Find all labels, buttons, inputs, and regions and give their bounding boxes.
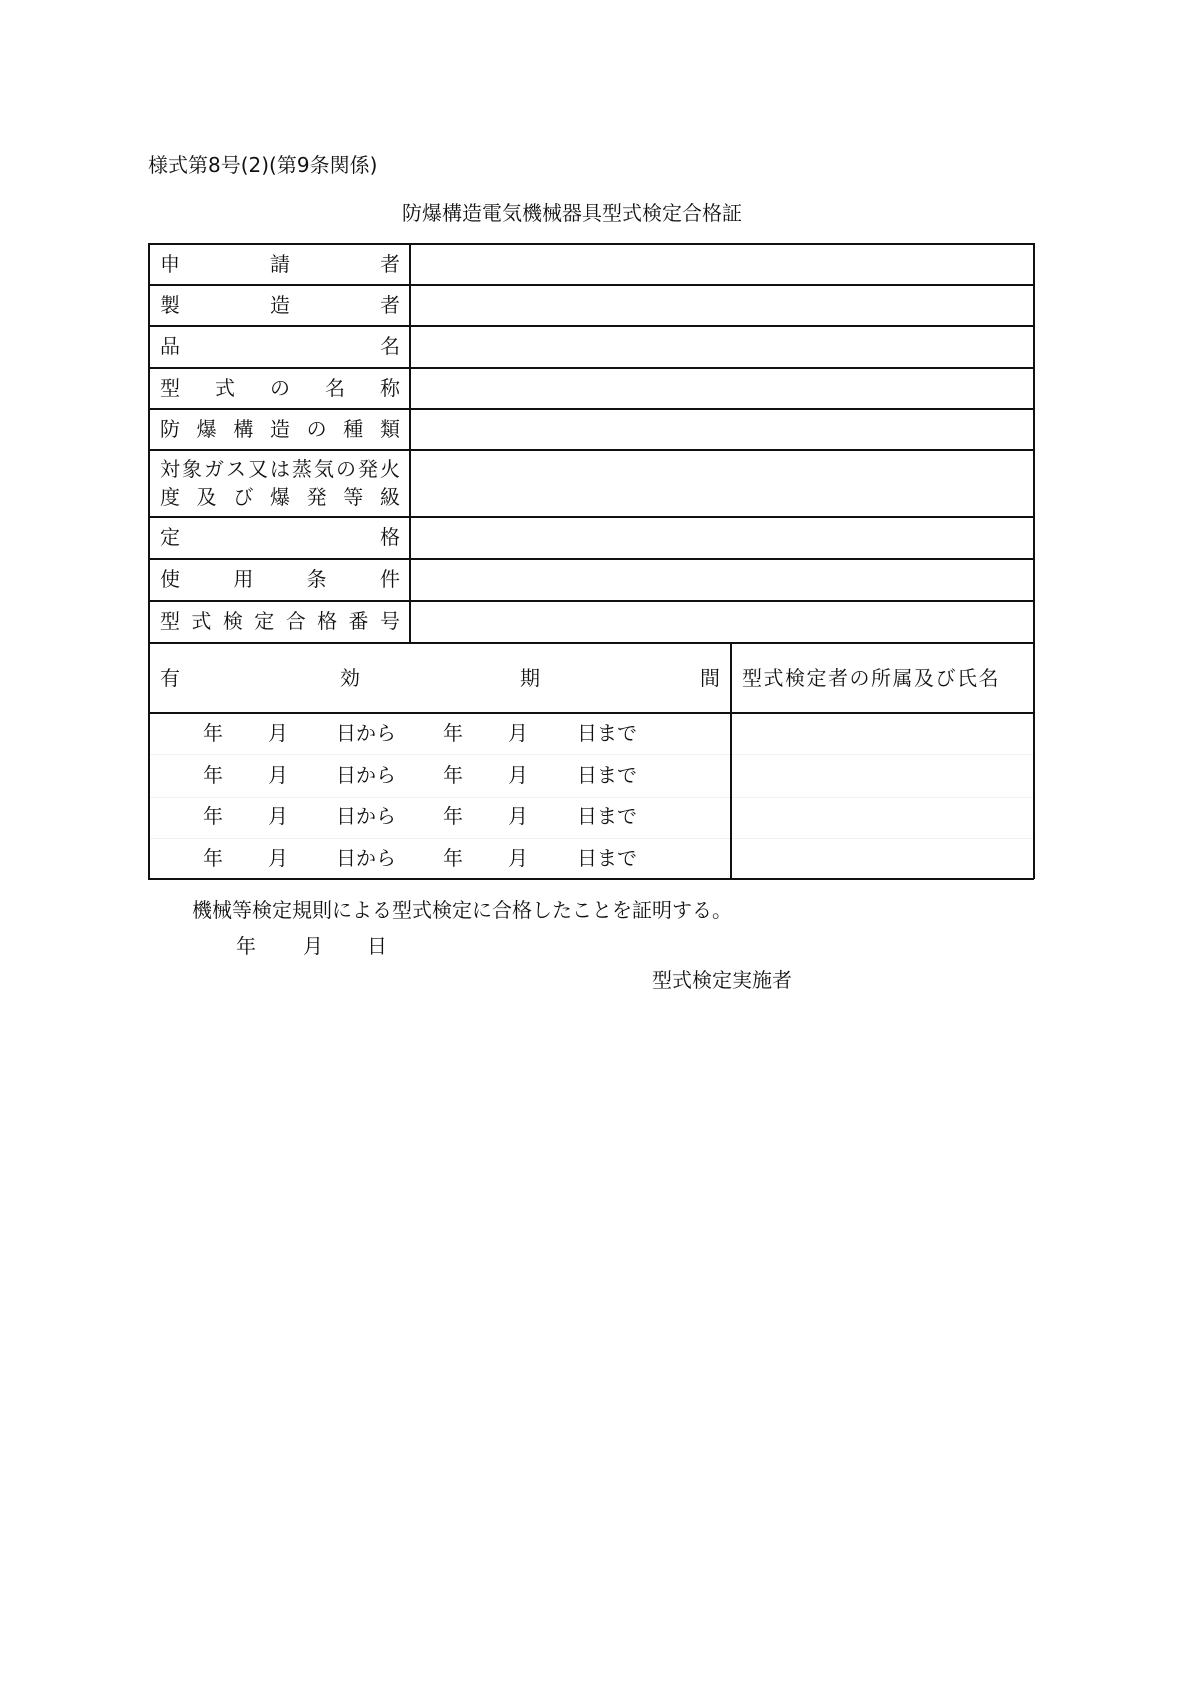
date-month-to: 月	[508, 804, 528, 828]
date-day-to: 日まで	[577, 763, 637, 787]
date-day-to: 日まで	[577, 846, 637, 870]
certification-statement: 機械等検定規則による型式検定に合格したことを証明する。	[192, 898, 732, 922]
date-day-to: 日まで	[577, 804, 637, 828]
label-gas-ignition-line1: 対 象 ガ ス 又 は 蒸 気 の 発 火	[160, 457, 400, 481]
label-conditions: 使 用 条 件	[160, 567, 400, 591]
label-gas-ignition-line2: 度 及 び 爆 発 等 級	[160, 485, 400, 509]
label-approval-number: 型 式 検 定 合 格 番 号	[160, 609, 400, 633]
date-day-from: 日から	[336, 804, 396, 828]
date-month-to: 月	[508, 763, 528, 787]
date-day-from: 日から	[336, 846, 396, 870]
date-year-to: 年	[443, 804, 463, 828]
value-model-name[interactable]	[411, 369, 1031, 407]
value-gas-ignition[interactable]	[411, 451, 1031, 515]
value-approval-number[interactable]	[411, 602, 1031, 640]
label-product-name: 品 名	[160, 334, 400, 358]
issue-day: 日	[367, 934, 387, 958]
date-month-to: 月	[508, 846, 528, 870]
label-model-name: 型 式 の 名 称	[160, 376, 400, 400]
date-year-from: 年	[203, 763, 223, 787]
date-day-from: 日から	[336, 721, 396, 745]
date-year-from: 年	[203, 721, 223, 745]
date-year-to: 年	[443, 721, 463, 745]
issue-month: 月	[303, 934, 323, 958]
value-applicant[interactable]	[411, 245, 1031, 283]
validity-period-header: 有 効 期 間	[160, 666, 720, 690]
issue-year: 年	[236, 934, 256, 958]
document-title: 防爆構造電気機械器具型式検定合格証	[402, 201, 742, 225]
date-month-from: 月	[268, 846, 288, 870]
form-number: 様式第8号(2)(第9条関係)	[148, 153, 378, 177]
label-rating: 定 格	[160, 525, 400, 549]
date-day-to: 日まで	[577, 721, 637, 745]
date-month-from: 月	[268, 804, 288, 828]
value-manufacturer[interactable]	[411, 286, 1031, 324]
value-conditions[interactable]	[411, 560, 1031, 598]
date-year-to: 年	[443, 763, 463, 787]
date-year-to: 年	[443, 846, 463, 870]
date-year-from: 年	[203, 804, 223, 828]
label-manufacturer: 製 造 者	[160, 293, 400, 317]
label-explosion-proof-type: 防 爆 構 造 の 種 類	[160, 417, 400, 441]
date-year-from: 年	[203, 846, 223, 870]
value-explosion-proof-type[interactable]	[411, 410, 1031, 448]
date-day-from: 日から	[336, 763, 396, 787]
value-rating[interactable]	[411, 518, 1031, 556]
date-month-to: 月	[508, 721, 528, 745]
date-month-from: 月	[268, 721, 288, 745]
date-month-from: 月	[268, 763, 288, 787]
inspector-header: 型式検定者の所属及び氏名	[742, 666, 1000, 690]
issuer-label: 型式検定実施者	[652, 968, 792, 992]
label-applicant: 申 請 者	[160, 252, 400, 276]
value-product-name[interactable]	[411, 327, 1031, 365]
